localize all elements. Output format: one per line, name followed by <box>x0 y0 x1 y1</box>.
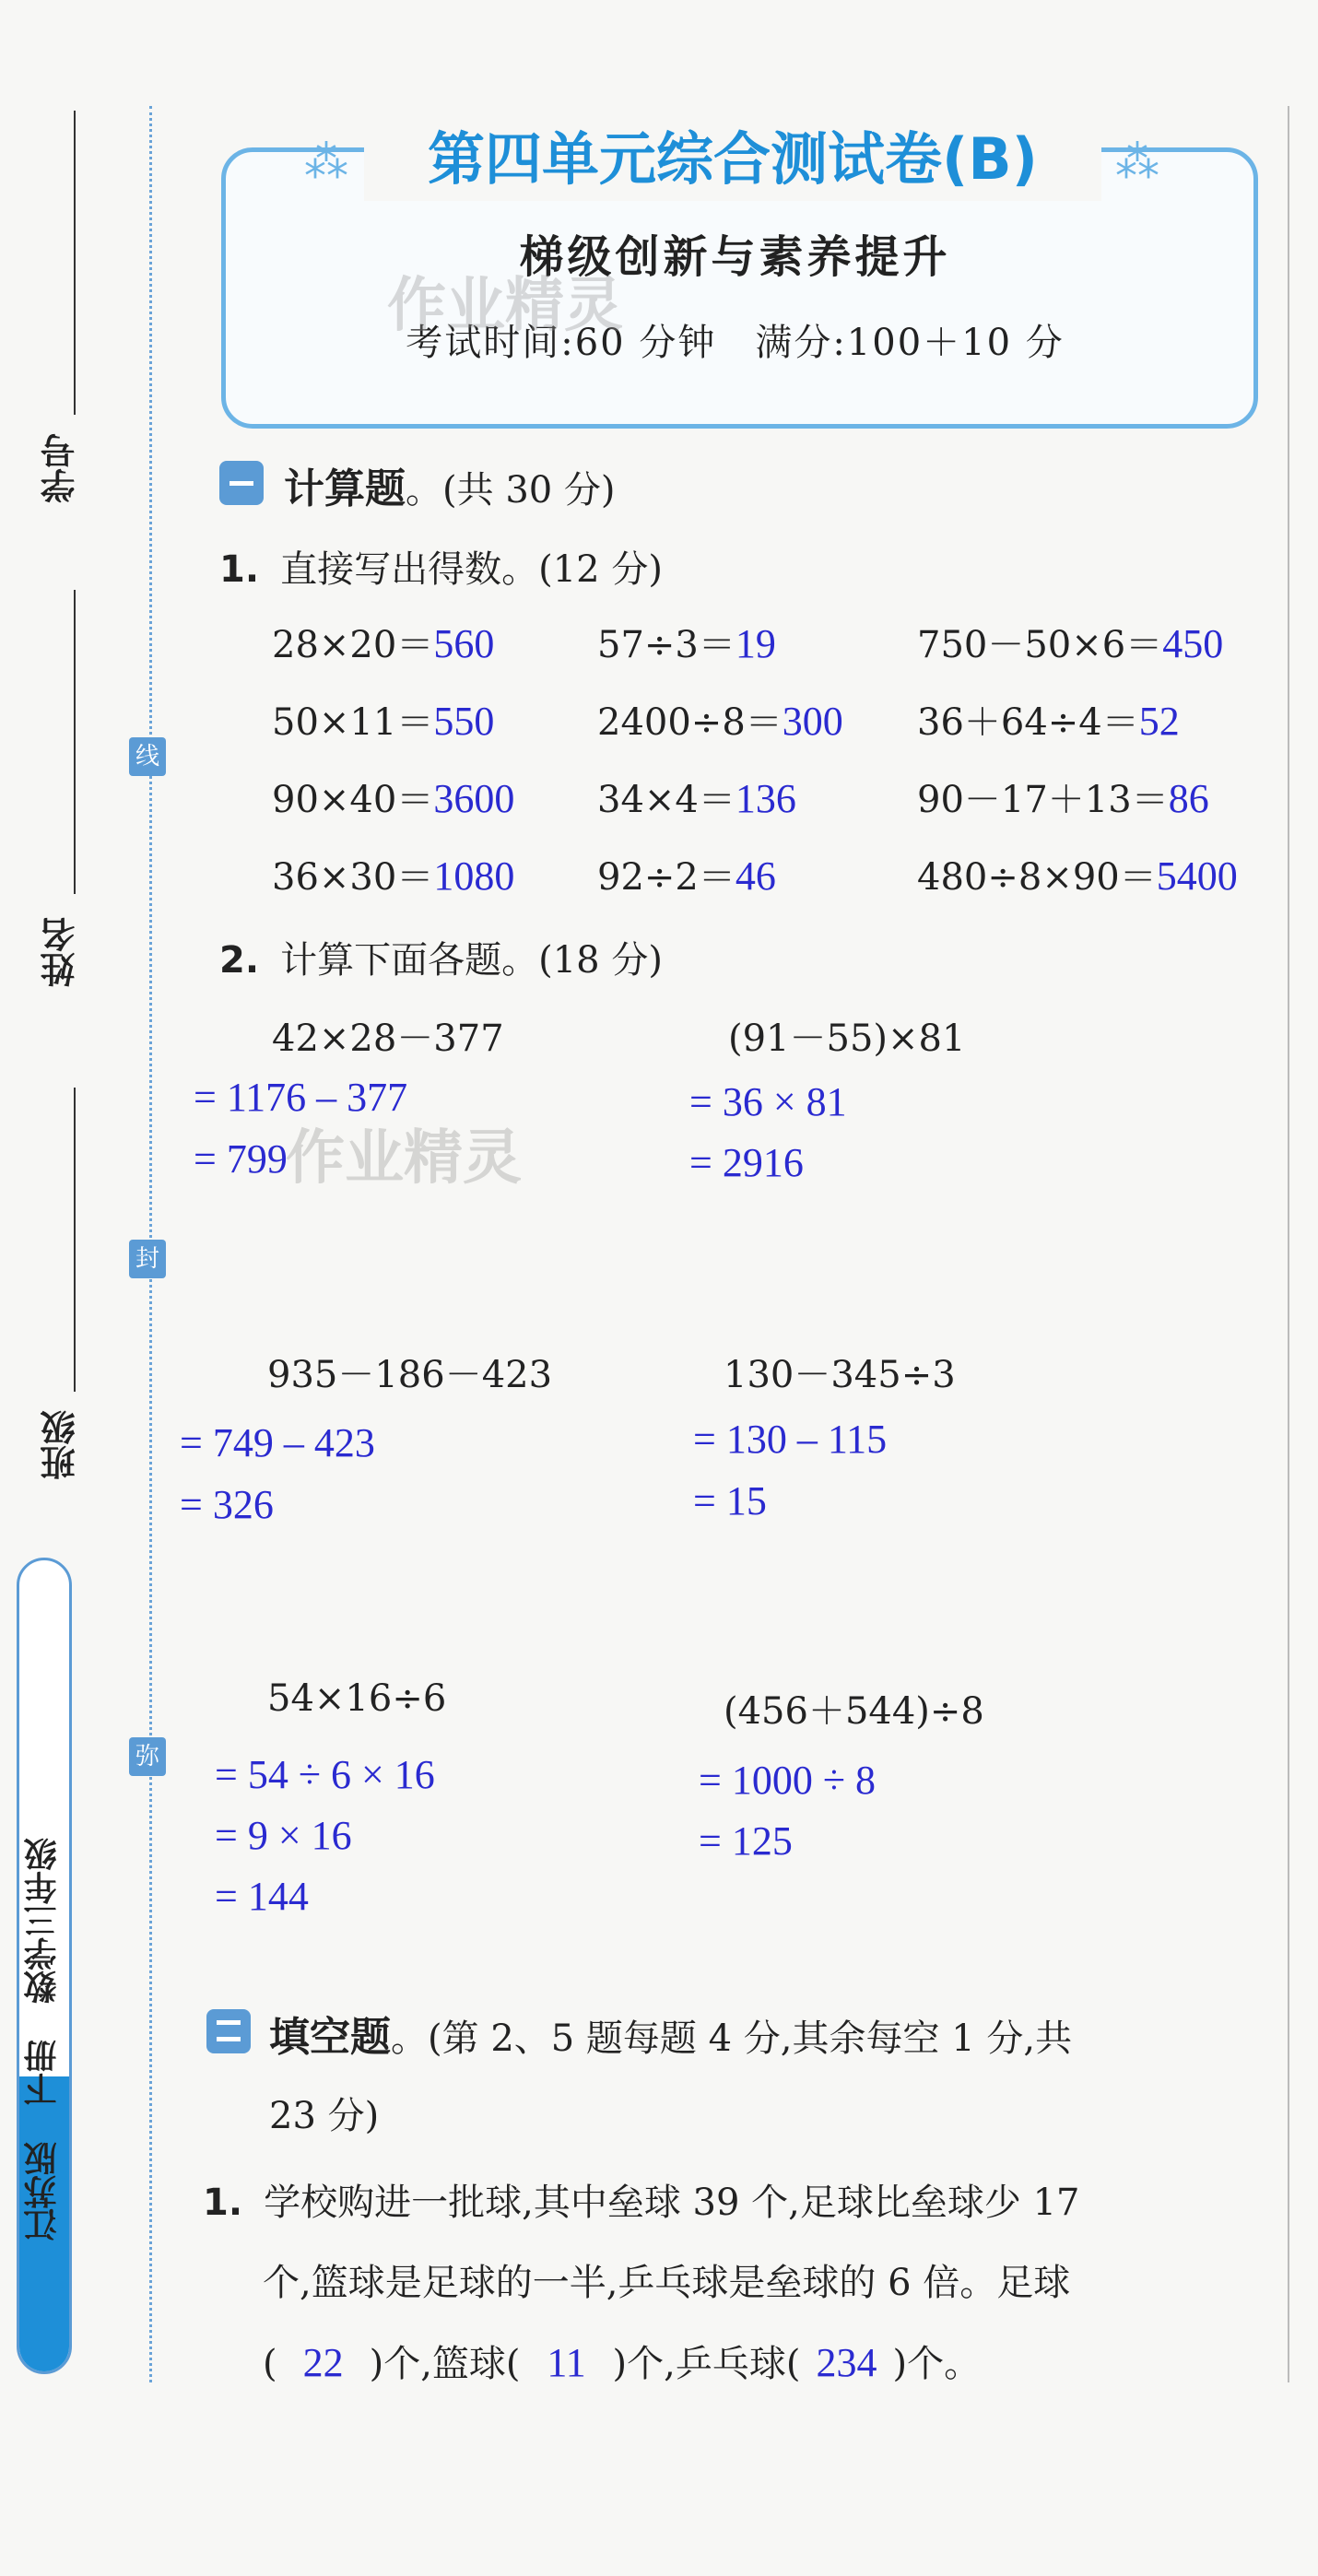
direct-answer[interactable]: 3600 <box>433 776 515 821</box>
name-label: 姓名 <box>41 917 81 987</box>
direct-answer[interactable]: 450 <box>1162 621 1224 666</box>
s1-q2-number: 2. <box>219 939 260 982</box>
student-no-label: 学号 <box>41 433 81 503</box>
direct-answer-item <box>272 770 514 823</box>
s2-q1-line3: ( 22 )个,篮球( 11 )个,乒乓球( 234 )个。 <box>263 2340 982 2385</box>
direct-answer-item <box>272 616 494 668</box>
direct-answer[interactable]: 560 <box>433 621 495 666</box>
calc-step: = 2916 <box>689 1140 804 1185</box>
direct-answer[interactable]: 1080 <box>433 853 515 899</box>
direct-answer-item <box>597 770 796 823</box>
direct-answer[interactable]: 5400 <box>1156 853 1238 899</box>
brand-volume: 下册 <box>24 2040 62 2107</box>
time-and-score: 考试时间:60 分钟 满分:100＋10 分 <box>406 322 1065 364</box>
margin-tag-mi: 弥 <box>129 1737 166 1776</box>
calc-step: = 799 <box>194 1136 288 1182</box>
calc-expression: 42×28－377 <box>272 1017 504 1060</box>
calc-step: = 144 <box>215 1874 309 1919</box>
calc-step: = 1000 ÷ 8 <box>699 1758 876 1803</box>
direct-answer-item <box>597 848 776 900</box>
calc-step: = 15 <box>693 1478 767 1523</box>
direct-question: 750－50×6＝ <box>917 624 1163 666</box>
class-label: 班级 <box>41 1410 81 1480</box>
s1-q1-text: 直接写出得数。(12 分) <box>280 548 663 591</box>
s2-q1-line2: 个,篮球是足球的一半,乒乓球是垒球的 6 倍。足球 <box>263 2262 1071 2304</box>
calc-step: = 130 – 115 <box>693 1417 888 1462</box>
calc-expression: 935－186－423 <box>267 1354 553 1396</box>
direct-answer[interactable]: 19 <box>735 621 776 666</box>
direct-question: 50×11＝ <box>272 701 434 744</box>
direct-answer[interactable]: 136 <box>735 776 796 821</box>
direct-question: 90×40＝ <box>272 779 434 821</box>
brand-edition: 江苏版 <box>24 2142 62 2242</box>
direct-question: 36×30＝ <box>272 856 434 899</box>
brand-series: 亮点给力大试卷 <box>24 1570 62 1802</box>
watermark-middle: 作业精灵 <box>286 1124 522 1193</box>
direct-answer-item <box>917 693 1180 746</box>
page-title: 第四单元综合测试卷(B) <box>364 118 1101 201</box>
section2-badge <box>206 2009 251 2053</box>
fill-answer[interactable]: 22 <box>302 2340 344 2385</box>
direct-question: 92÷2＝ <box>597 856 735 899</box>
section2-note: 。(第 2、5 题每题 4 分,其余每空 1 分,共 <box>391 2017 1073 2060</box>
section1-badge <box>219 461 264 505</box>
calc-expression: 54×16÷6 <box>267 1677 447 1720</box>
calc-expression: 130－345÷3 <box>724 1354 956 1396</box>
student-no-line <box>74 111 76 415</box>
right-ornament-icon: ⁂ <box>1115 136 1159 188</box>
calc-step: = 749 – 423 <box>180 1420 375 1465</box>
section1-title: 计算题 <box>284 465 406 512</box>
calc-step: = 54 ÷ 6 × 16 <box>215 1752 435 1797</box>
watermark-top: 作业精灵 <box>387 272 623 340</box>
direct-answer-item <box>272 848 514 900</box>
calc-expression: (91－55)×81 <box>728 1017 966 1060</box>
subtitle: 梯级创新与素养提升 <box>519 231 951 283</box>
direct-answer-item <box>597 693 843 746</box>
right-rule <box>1288 106 1289 2382</box>
class-line <box>74 1088 76 1392</box>
margin-tag-feng: 封 <box>129 1240 166 1278</box>
calc-step: = 125 <box>699 1818 793 1864</box>
direct-answer-item <box>917 616 1223 668</box>
direct-answer[interactable]: 52 <box>1138 699 1180 744</box>
name-line <box>74 590 76 894</box>
direct-question: 36＋64÷4＝ <box>917 701 1139 744</box>
section1-note: 。(共 30 分) <box>406 469 616 512</box>
section2-title: 填空题 <box>269 2014 391 2061</box>
left-ornament-icon: ⁂ <box>304 136 348 188</box>
direct-answer-item <box>597 616 776 668</box>
direct-answer-item <box>272 693 494 746</box>
direct-question: 34×4＝ <box>597 779 735 821</box>
direct-question: 57÷3＝ <box>597 624 735 666</box>
s1-q2-text: 计算下面各题。(18 分) <box>280 939 663 982</box>
direct-question: 90－17＋13＝ <box>917 779 1169 821</box>
direct-question: 480÷8×90＝ <box>917 856 1157 899</box>
s2-q1-number: 1. <box>203 2182 243 2224</box>
margin-tag-xian: 线 <box>129 737 166 776</box>
calc-expression: (456＋544)÷8 <box>724 1690 984 1733</box>
s1-q1-number: 1. <box>219 548 260 591</box>
direct-answer[interactable]: 300 <box>782 699 843 744</box>
calc-step: = 9 × 16 <box>215 1813 352 1858</box>
direct-question: 2400÷8＝ <box>597 701 783 744</box>
direct-answer[interactable]: 86 <box>1168 776 1209 821</box>
direct-answer[interactable]: 550 <box>433 699 495 744</box>
direct-answer[interactable]: 46 <box>735 853 776 899</box>
fill-answer[interactable]: 234 <box>816 2340 877 2385</box>
calc-step: = 36 × 81 <box>689 1079 847 1124</box>
direct-answer-item <box>917 848 1238 900</box>
direct-question: 28×20＝ <box>272 624 434 666</box>
calc-step: = 326 <box>180 1482 274 1527</box>
brand-strip <box>17 1558 72 2374</box>
calc-step: = 1176 – 377 <box>194 1075 408 1120</box>
brand-grade: 数学三年级 <box>24 1838 62 2005</box>
fill-answer[interactable]: 11 <box>547 2340 586 2385</box>
s2-q1-line1: 学校购进一批球,其中垒球 39 个,足球比垒球少 17 <box>264 2182 1080 2224</box>
direct-answer-item <box>917 770 1209 823</box>
section2-note-cont: 23 分) <box>269 2095 380 2137</box>
